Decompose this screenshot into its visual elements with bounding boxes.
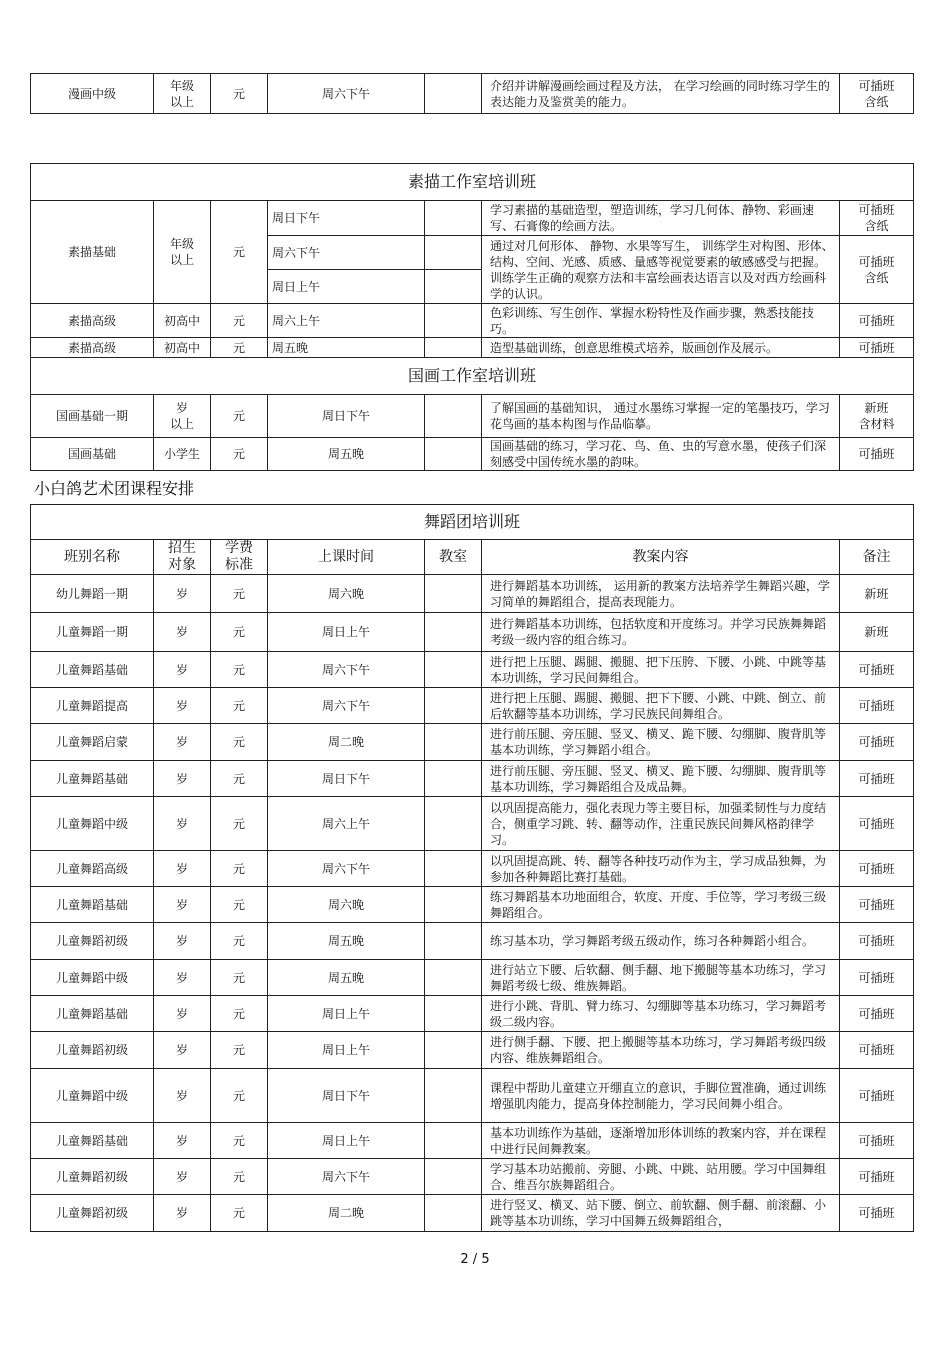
enroll-target: 岁 bbox=[154, 761, 211, 797]
remark: 可插班 bbox=[840, 304, 914, 338]
class-time: 周日上午 bbox=[268, 613, 425, 652]
table-row bbox=[31, 575, 914, 613]
class-name: 幼儿舞蹈一期 bbox=[31, 575, 154, 613]
remark: 新班 bbox=[840, 613, 914, 652]
column-header: 上课时间 bbox=[268, 540, 425, 575]
remark: 可插班 bbox=[840, 996, 914, 1032]
remark: 可插班 bbox=[840, 652, 914, 688]
class-time: 周日上午 bbox=[268, 270, 425, 304]
enroll-target: 岁 bbox=[154, 688, 211, 724]
classroom bbox=[425, 1159, 482, 1195]
page-number: 2 / 5 bbox=[460, 1252, 490, 1267]
class-name: 儿童舞蹈基础 bbox=[31, 887, 154, 923]
class-time: 周六上午 bbox=[268, 797, 425, 851]
table-row bbox=[31, 960, 914, 996]
classroom bbox=[425, 761, 482, 797]
class-name: 儿童舞蹈提高 bbox=[31, 688, 154, 724]
fee: 元 bbox=[211, 1032, 268, 1069]
lesson-content: 基本功训练作为基础，逐渐增加形体训练的教案内容，并在课程中进行民间舞教案。 bbox=[482, 1123, 840, 1159]
fee: 元 bbox=[211, 438, 268, 471]
class-name: 国画基础 bbox=[31, 438, 154, 471]
table-row bbox=[31, 74, 914, 114]
fee: 元 bbox=[211, 201, 268, 304]
lesson-content: 练习基本功，学习舞蹈考级五级动作，练习各种舞蹈小组合。 bbox=[482, 923, 840, 960]
remark: 可插班 bbox=[840, 1123, 914, 1159]
remark: 可插班 bbox=[840, 761, 914, 797]
lesson-content: 进行小跳、背肌、臂力练习、勾绷脚等基本功练习，学习舞蹈考级二级内容。 bbox=[482, 996, 840, 1032]
class-name: 儿童舞蹈基础 bbox=[31, 761, 154, 797]
class-time: 周六下午 bbox=[268, 74, 425, 114]
section-row bbox=[31, 358, 914, 395]
lesson-content: 进行站立下腰、后软翻、侧手翻、地下搬腿等基本功练习，学习舞蹈考级七级、维族舞蹈。 bbox=[482, 960, 840, 996]
fee: 元 bbox=[211, 338, 268, 358]
remark: 可插班 bbox=[840, 1069, 914, 1123]
class-time: 周日上午 bbox=[268, 996, 425, 1032]
column-header: 招生 对象 bbox=[154, 540, 211, 575]
header-row bbox=[31, 540, 914, 575]
lesson-content: 进行把上压腿、踢腿、搬腿、把下下腰、小跳、中跳、倒立、前后软翻等基本功训练，学习民族民间舞组合。 bbox=[482, 688, 840, 724]
enroll-target: 初高中 bbox=[154, 338, 211, 358]
class-time: 周六上午 bbox=[268, 304, 425, 338]
class-name: 儿童舞蹈基础 bbox=[31, 996, 154, 1032]
fee: 元 bbox=[211, 575, 268, 613]
enroll-target: 岁 bbox=[154, 1032, 211, 1069]
lesson-content: 进行舞蹈基本功训练，包括软度和开度练习。并学习民族舞舞蹈考级一级内容的组合练习。 bbox=[482, 613, 840, 652]
remark: 可插班 bbox=[840, 1159, 914, 1195]
class-name: 儿童舞蹈初级 bbox=[31, 1159, 154, 1195]
classroom bbox=[425, 688, 482, 724]
enroll-target: 岁 bbox=[154, 652, 211, 688]
class-time: 周五晚 bbox=[268, 438, 425, 471]
fee: 元 bbox=[211, 652, 268, 688]
classroom bbox=[425, 395, 482, 438]
class-time: 周日下午 bbox=[268, 395, 425, 438]
enroll-target: 岁 bbox=[154, 613, 211, 652]
lesson-content: 进行把上压腿、踢腿、搬腿、把下压胯、下腰、小跳、中跳等基本功训练，学习民间舞组合。 bbox=[482, 652, 840, 688]
comics-table bbox=[30, 73, 914, 114]
fee: 元 bbox=[211, 74, 268, 114]
table-row bbox=[31, 797, 914, 851]
fee: 元 bbox=[211, 761, 268, 797]
class-time: 周六晚 bbox=[268, 887, 425, 923]
table-row bbox=[31, 688, 914, 724]
class-time: 周六下午 bbox=[268, 236, 425, 270]
fee: 元 bbox=[211, 1159, 268, 1195]
classroom bbox=[425, 236, 482, 270]
enroll-target: 岁 bbox=[154, 797, 211, 851]
class-name: 儿童舞蹈中级 bbox=[31, 960, 154, 996]
table-row bbox=[31, 923, 914, 960]
enroll-target: 岁 bbox=[154, 1123, 211, 1159]
fee: 元 bbox=[211, 304, 268, 338]
class-name: 儿童舞蹈基础 bbox=[31, 1123, 154, 1159]
remark: 可插班 bbox=[840, 960, 914, 996]
remark: 可插班 含纸 bbox=[840, 201, 914, 236]
column-header: 备注 bbox=[840, 540, 914, 575]
lesson-content: 进行竖叉、横叉、站下腰、倒立、前软翻、侧手翻、前滚翻、小跳等基本功训练，学习中国舞五级舞蹈组合， bbox=[482, 1195, 840, 1232]
fee: 元 bbox=[211, 1195, 268, 1232]
class-name: 漫画中级 bbox=[31, 74, 154, 114]
fee: 元 bbox=[211, 1123, 268, 1159]
table-row bbox=[31, 1069, 914, 1123]
enroll-target: 岁 bbox=[154, 996, 211, 1032]
enroll-target: 年级 以上 bbox=[154, 74, 211, 114]
table-row bbox=[31, 761, 914, 797]
classroom bbox=[425, 887, 482, 923]
class-time: 周六下午 bbox=[268, 652, 425, 688]
classroom bbox=[425, 1069, 482, 1123]
lesson-content: 以巩固提高跳、转、翻等各种技巧动作为主，学习成品独舞，为参加各种舞蹈比赛打基础。 bbox=[482, 851, 840, 887]
table-row bbox=[31, 438, 914, 471]
class-name: 儿童舞蹈一期 bbox=[31, 613, 154, 652]
classroom bbox=[425, 851, 482, 887]
class-name: 儿童舞蹈启蒙 bbox=[31, 724, 154, 761]
class-time: 周六下午 bbox=[268, 851, 425, 887]
section-row bbox=[31, 164, 914, 201]
enroll-target: 岁 bbox=[154, 1159, 211, 1195]
remark: 可插班 bbox=[840, 887, 914, 923]
class-time: 周日下午 bbox=[268, 201, 425, 236]
column-header: 学费 标准 bbox=[211, 540, 268, 575]
classroom bbox=[425, 613, 482, 652]
classroom bbox=[425, 338, 482, 358]
classroom bbox=[425, 438, 482, 471]
fee: 元 bbox=[211, 923, 268, 960]
table-row bbox=[31, 613, 914, 652]
fee: 元 bbox=[211, 960, 268, 996]
studio-table bbox=[30, 163, 914, 471]
class-name: 素描高级 bbox=[31, 304, 154, 338]
lesson-content: 进行前压腿、旁压腿、竖叉、横叉、跪下腰、勾绷脚、腹背肌等基本功训练，学习舞蹈小组合。 bbox=[482, 724, 840, 761]
lesson-content: 通过对几何形体、 静物、水果等写生， 训练学生对构图、形体、结构、空间、光感、质感、量感等视觉要素的敏感感受与把握。 训练学生正确的观察方法和丰富绘画表达语言以及对西方绘画科学的认识。 bbox=[482, 236, 840, 304]
fee: 元 bbox=[211, 797, 268, 851]
lesson-content: 色彩训练、写生创作、掌握水粉特性及作画步骤，熟悉技能技巧。 bbox=[482, 304, 840, 338]
remark: 可插班 bbox=[840, 851, 914, 887]
column-header: 教室 bbox=[425, 540, 482, 575]
dance-rows bbox=[31, 575, 914, 1232]
class-time: 周二晚 bbox=[268, 1195, 425, 1232]
table-row bbox=[31, 304, 914, 338]
lesson-content: 国画基础的练习，学习花、鸟、鱼、虫的写意水墨，使孩子们深刻感受中国传统水墨的韵味。 bbox=[482, 438, 840, 471]
lesson-content: 练习舞蹈基本功地面组合，软度、开度、手位等，学习考级三级舞蹈组合。 bbox=[482, 887, 840, 923]
remark: 可插班 bbox=[840, 688, 914, 724]
classroom bbox=[425, 797, 482, 851]
classroom bbox=[425, 923, 482, 960]
fee: 元 bbox=[211, 1069, 268, 1123]
enroll-target: 岁 bbox=[154, 1069, 211, 1123]
enroll-target: 岁 bbox=[154, 724, 211, 761]
fee: 元 bbox=[211, 613, 268, 652]
classroom bbox=[425, 304, 482, 338]
class-name: 儿童舞蹈初级 bbox=[31, 923, 154, 960]
lesson-content: 造型基础训练，创意思维模式培养，版画创作及展示。 bbox=[482, 338, 840, 358]
classroom bbox=[425, 270, 482, 304]
class-name: 儿童舞蹈高级 bbox=[31, 851, 154, 887]
remark: 新班 bbox=[840, 575, 914, 613]
lesson-content: 进行前压腿、旁压腿、竖叉、横叉、跪下腰、勾绷脚、腹背肌等基本功训练，学习舞蹈组合及成品舞。 bbox=[482, 761, 840, 797]
enroll-target: 岁 bbox=[154, 851, 211, 887]
table-row bbox=[31, 1123, 914, 1159]
table-row bbox=[31, 887, 914, 923]
enroll-target: 年级 以上 bbox=[154, 201, 211, 304]
class-name: 国画基础一期 bbox=[31, 395, 154, 438]
class-name: 儿童舞蹈基础 bbox=[31, 652, 154, 688]
enroll-target: 岁 以上 bbox=[154, 395, 211, 438]
table-row bbox=[31, 1159, 914, 1195]
class-time: 周日上午 bbox=[268, 1123, 425, 1159]
classroom bbox=[425, 996, 482, 1032]
lesson-content: 进行舞蹈基本功训练， 运用新的教案方法培养学生舞蹈兴趣，学习简单的舞蹈组合，提高表现能力。 bbox=[482, 575, 840, 613]
dance-table bbox=[30, 504, 914, 1232]
enroll-target: 小学生 bbox=[154, 438, 211, 471]
remark: 可插班 bbox=[840, 797, 914, 851]
table-row bbox=[31, 395, 914, 438]
class-name: 儿童舞蹈中级 bbox=[31, 1069, 154, 1123]
fee: 元 bbox=[211, 996, 268, 1032]
classroom bbox=[425, 724, 482, 761]
lesson-content: 介绍并讲解漫画绘画过程及方法， 在学习绘画的同时练习学生的表达能力及鉴赏美的能力。 bbox=[482, 74, 840, 114]
enroll-target: 岁 bbox=[154, 923, 211, 960]
enroll-target: 岁 bbox=[154, 960, 211, 996]
fee: 元 bbox=[211, 887, 268, 923]
lesson-content: 进行侧手翻、下腰、把上搬腿等基本功练习，学习舞蹈考级四级内容、维族舞蹈组合。 bbox=[482, 1032, 840, 1069]
class-time: 周二晚 bbox=[268, 724, 425, 761]
class-name: 儿童舞蹈初级 bbox=[31, 1032, 154, 1069]
class-name: 素描高级 bbox=[31, 338, 154, 358]
class-time: 周六下午 bbox=[268, 688, 425, 724]
section-row bbox=[31, 505, 914, 540]
classroom bbox=[425, 1195, 482, 1232]
lesson-content: 学习基本功站搬前、旁腿、小跳、中跳、站用腰。学习中国舞组合、维吾尔族舞蹈组合。 bbox=[482, 1159, 840, 1195]
class-name: 素描基础 bbox=[31, 201, 154, 304]
table-row bbox=[31, 724, 914, 761]
remark: 可插班 bbox=[840, 1032, 914, 1069]
column-header: 教案内容 bbox=[482, 540, 840, 575]
class-time: 周日下午 bbox=[268, 1069, 425, 1123]
fee: 元 bbox=[211, 724, 268, 761]
classroom bbox=[425, 74, 482, 114]
enroll-target: 岁 bbox=[154, 887, 211, 923]
remark: 可插班 bbox=[840, 438, 914, 471]
fee: 元 bbox=[211, 851, 268, 887]
remark: 新班 含材料 bbox=[840, 395, 914, 438]
lesson-content: 学习素描的基础造型，塑造训练，学习几何体、静物、彩画速写、石膏像的绘画方法。 bbox=[482, 201, 840, 236]
table-row bbox=[31, 851, 914, 887]
classroom bbox=[425, 201, 482, 236]
classroom bbox=[425, 652, 482, 688]
remark: 可插班 含纸 bbox=[840, 236, 914, 304]
class-time: 周日上午 bbox=[268, 1032, 425, 1069]
table-row bbox=[31, 1195, 914, 1232]
remark: 可插班 含纸 bbox=[840, 74, 914, 114]
class-time: 周五晚 bbox=[268, 338, 425, 358]
guohua-section-title: 国画工作室培训班 bbox=[31, 358, 914, 395]
column-header: 班别名称 bbox=[31, 540, 154, 575]
lesson-content: 以巩固提高能力，强化表现力等主要目标，加强柔韧性与力度结合，侧重学习跳、转、翻等动作，注重民族民间舞风格韵律学习。 bbox=[482, 797, 840, 851]
class-time: 周五晚 bbox=[268, 960, 425, 996]
class-name: 儿童舞蹈初级 bbox=[31, 1195, 154, 1232]
lesson-content: 了解国画的基础知识， 通过水墨练习掌握一定的笔墨技巧，学习花鸟画的基本构图与作品临摹。 bbox=[482, 395, 840, 438]
class-name: 儿童舞蹈中级 bbox=[31, 797, 154, 851]
troupe-schedule-title: 小白鸽艺术团课程安排 bbox=[34, 479, 195, 498]
classroom bbox=[425, 1032, 482, 1069]
table-row bbox=[31, 652, 914, 688]
enroll-target: 初高中 bbox=[154, 304, 211, 338]
lesson-content: 课程中帮助儿童建立开绷直立的意识，手脚位置准确，通过训练增强肌肉能力，提高身体控制能力，学习民间舞小组合。 bbox=[482, 1069, 840, 1123]
classroom bbox=[425, 1123, 482, 1159]
remark: 可插班 bbox=[840, 923, 914, 960]
table-row bbox=[31, 338, 914, 358]
classroom bbox=[425, 960, 482, 996]
remark: 可插班 bbox=[840, 724, 914, 761]
class-time: 周日下午 bbox=[268, 761, 425, 797]
sketch-section-title: 素描工作室培训班 bbox=[31, 164, 914, 201]
class-time: 周五晚 bbox=[268, 923, 425, 960]
fee: 元 bbox=[211, 688, 268, 724]
table-row bbox=[31, 996, 914, 1032]
fee: 元 bbox=[211, 395, 268, 438]
table-row bbox=[31, 1032, 914, 1069]
enroll-target: 岁 bbox=[154, 1195, 211, 1232]
dance-section-title: 舞蹈团培训班 bbox=[31, 505, 914, 540]
class-time: 周六下午 bbox=[268, 1159, 425, 1195]
class-time: 周六晚 bbox=[268, 575, 425, 613]
remark: 可插班 bbox=[840, 338, 914, 358]
table-row bbox=[31, 201, 914, 236]
classroom bbox=[425, 575, 482, 613]
enroll-target: 岁 bbox=[154, 575, 211, 613]
remark: 可插班 bbox=[840, 1195, 914, 1232]
